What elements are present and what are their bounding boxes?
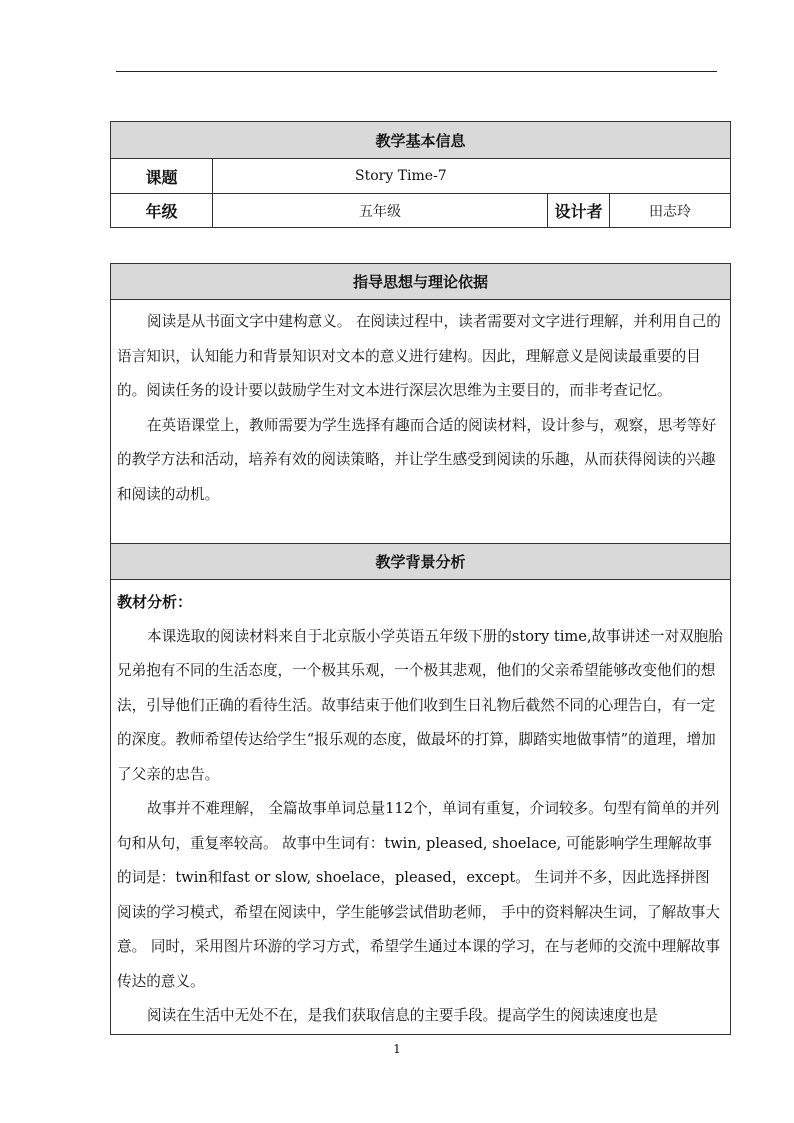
designer-label: 设计者 [548, 194, 610, 228]
guidance-header: 指导思想与理论依据 [111, 264, 731, 300]
topic-label: 课题 [111, 159, 213, 194]
designer-value: 田志玲 [610, 194, 731, 228]
textbook-analysis-subheading: 教材分析： [117, 593, 193, 611]
basic-info-table [110, 121, 731, 228]
page-number: 1 [393, 1042, 401, 1056]
background-paragraph: 本课选取的阅读材料来自于北京版小学英语五年级下册的story time,故事讲述一对双胞胎兄弟抱有不同的生活态度，一个极其乐观，一个极其悲观，他们的父亲希望能够改变他们的想法，引导他们正确的看待生活。故事结束于他们收到生日礼物后截然不同的心理告白，有一定的深度。教师希望传达给学生“报乐观的态度，做最坏的打算，脚踏实地做事情”的道理，增加了父亲的忠告。 [117, 627, 723, 783]
background-paragraph: 阅读在生活中无处不在，是我们获取信息的主要手段。提高学生的阅读速度也是 [147, 1007, 658, 1024]
background-header: 教学背景分析 [111, 544, 731, 580]
header-rule [116, 71, 717, 72]
grade-value: 五年级 [213, 194, 548, 228]
guidance-paragraph: 在英语课堂上，教师需要为学生选择有趣而合适的阅读材料，设计参与，观察，思考等好的教学方法和活动，培养有效的阅读策略，并让学生感受到阅读的乐趣，从而获得阅读的兴趣和阅读的动机。 [117, 416, 717, 503]
background-body [111, 580, 731, 1035]
grade-label: 年级 [111, 194, 213, 228]
basic-info-header: 教学基本信息 [111, 122, 731, 159]
guidance-body [111, 300, 731, 544]
topic-value: Story Time-7 [213, 159, 731, 194]
background-paragraph: 故事并不难理解， 全篇故事单词总量112个，单词有重复，介词较多。句型有简单的并列句和从句，重复率较高。 故事中生词有：twin, pleased, shoelace, 可能影响学生理解故事的词是：twin和fast or slow, shoelace，pleased，except。 生词并不多，因此选择拼图阅读的学习模式，希望在阅读中，学生能够尝试借助老师， 手中的资料解决生词，了解故事大意。 同时，采用图片环游的学习方式，希望学生通过本课的学习，在与老师的交流中理解故事传达的意义。 [117, 800, 720, 990]
guidance-paragraph: 阅读是从书面文字中建构意义。 在阅读过程中，读者需要对文字进行理解，并利用自己的语言知识，认知能力和背景知识对文本的意义进行建构。因此，理解意义是阅读最重要的目的。阅读任务的设计要以鼓励学生对文本进行深层次思维为主要目的，而非考查记忆。 [117, 313, 721, 399]
analysis-table [110, 263, 731, 1035]
